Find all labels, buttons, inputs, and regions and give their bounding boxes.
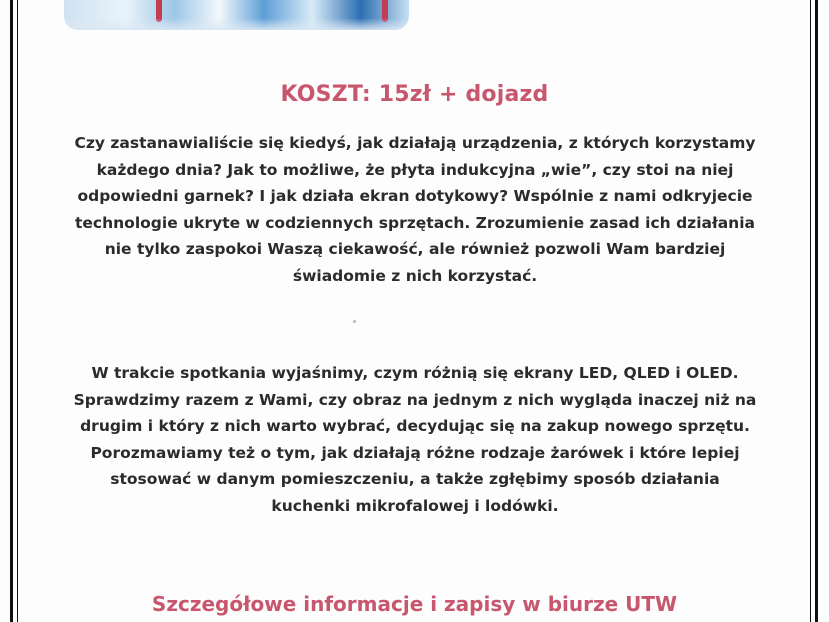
text-line: drugim i który z nich warto wybrać, decydując się na zakup nowego sprzętu. — [80, 417, 750, 436]
description-paragraph-2 — [60, 360, 770, 520]
text-line: nie tylko zaspokoi Waszą ciekawość, ale również pozwoli Wam bardziej — [104, 240, 726, 259]
photo-shade — [64, 18, 409, 30]
text-line: świadomie z nich korzystać. — [292, 266, 538, 285]
description-paragraph-1 — [60, 130, 770, 290]
text-line: każdego dnia? Jak to możliwe, że płyta indukcyjna „wie”, czy stoi na niej — [96, 160, 734, 179]
text-line: odpowiedni garnek? I jak działa ekran dotykowy? Wspólnie z nami odkryjecie — [77, 187, 753, 206]
text-line: Sprawdzimy razem z Wami, czy obraz na jednym z nich wygląda inaczej niż na — [73, 390, 757, 409]
text-line: kuchenki mikrofalowej i lodówki. — [271, 496, 559, 515]
scan-speck — [353, 320, 356, 323]
text-line: Czy zastanawialiście się kiedyś, jak działają urządzenia, z których korzystamy — [74, 134, 756, 152]
text-line: stosować w danym pomieszczeniu, a także zgłębimy sposób działania — [110, 470, 720, 489]
info-footer: Szczegółowe informacje i zapisy w biurze UTW — [151, 592, 678, 616]
text-line: technologie ukryte w codziennych sprzętach. Zrozumienie zasad ich działania — [75, 213, 755, 232]
text-line: W trakcie spotkania wyjaśnimy, czym różnią się ekrany LED, QLED i OLED. — [91, 364, 739, 382]
text-line: Porozmawiamy też o tym, jak działają różne rodzaje żarówek i które lepiej — [90, 443, 740, 462]
cost-heading: KOSZT: 15zł + dojazd — [280, 82, 549, 107]
header-photo — [64, 0, 409, 30]
